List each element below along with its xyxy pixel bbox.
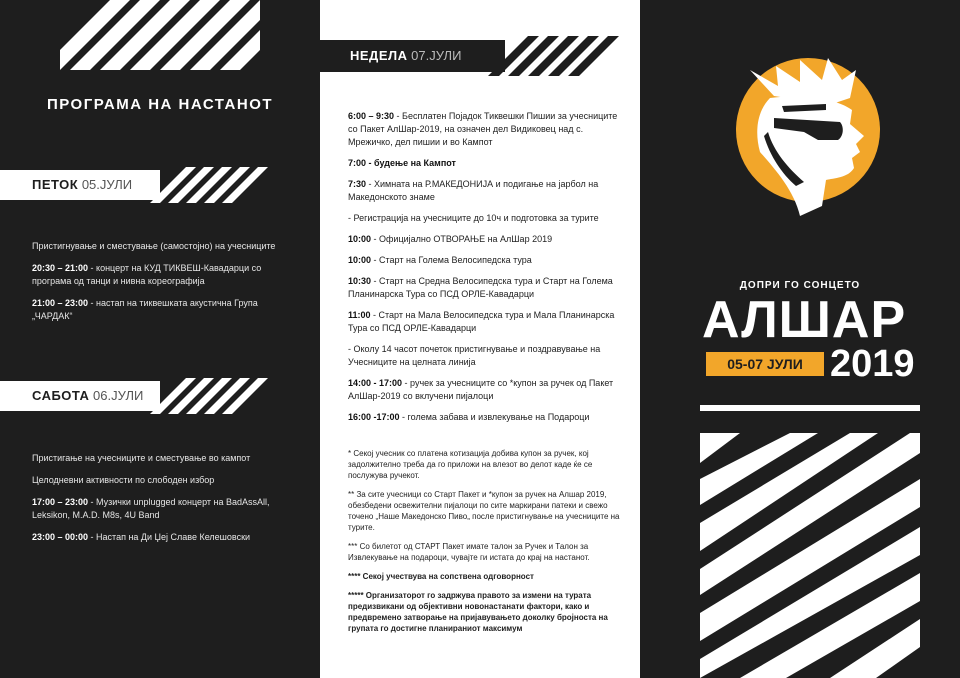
schedule-item: 10:30 - Старт на Средна Велосипедска тура и Старт на Голема Планинарска Тура со ПСД ОРЛЕ-Кавадарци	[348, 276, 613, 299]
saturday-header	[0, 381, 160, 411]
schedule-item: 17:00 – 23:00 - Музички unplugged концерт на BadAssAll, Leksikon, M.A.D. M8s, 4U Band	[32, 497, 270, 520]
event-year: 2019	[830, 343, 915, 385]
brand-name: АЛШАР	[702, 291, 907, 349]
footnotes	[348, 448, 620, 642]
diagonal-stripes-bottom-right	[700, 405, 920, 678]
saturday-day-name: САБОТА	[32, 388, 90, 403]
program-title: ПРОГРАМА НА НАСТАНОТ	[46, 96, 274, 113]
schedule-item: Целодневни активности по слободен избор	[32, 475, 215, 485]
right-panel	[640, 0, 960, 678]
footnote: **** Секој учествува на сопствена одговорност	[348, 572, 534, 581]
schedule-item: - Регистрација на учесниците до 10ч и подготовка за турите	[348, 213, 599, 223]
saturday-date: 06.ЈУЛИ	[93, 388, 144, 403]
schedule-item: 11:00 - Старт на Мала Велосипедска тура и Мала Планинарска Тура со ПСД ОРЛЕ-Кавадарци	[348, 310, 615, 333]
sunday-header	[320, 40, 505, 72]
sunday-schedule	[348, 110, 618, 432]
schedule-item: 14:00 - 17:00 - ручек за учесниците со *купон за ручек од Пакет АлШар-2019 со вклучени пијалоци	[348, 378, 614, 401]
footnote: ** За сите учесници со Старт Пакет и *купон за ручек на Алшар 2019, обезбедени освежителни пијалоци по сите маркирани патеки и свежо точено „Наше Македонско Пиво„ после пристигнување на учесниците на турите.	[348, 490, 620, 532]
sunday-date: 07.ЈУЛИ	[411, 48, 462, 63]
schedule-item: 20:30 – 21:00 - концерт на КУД ТИКВЕШ-Кавадарци со програма од танци и нивна кореографија	[32, 263, 262, 286]
friday-header	[0, 170, 160, 200]
sunday-stripes	[488, 36, 620, 76]
saturday-schedule	[32, 452, 282, 553]
sunday-day-name: НЕДЕЛА	[350, 48, 408, 63]
footnote: * Секој учесник со платена котизација добива купон за ручек, кој задолжително треба да го приложи на влезот во делот каде ќе се послужува ручекот.	[348, 449, 593, 480]
schedule-item: 6:00 – 9:30 - Бесплатен Појадок Тиквешки Пишии за учесниците со Пакет АлШар-2019, на означен дел Видиковец над с. Мрежичко, дел пишии и во Кампот	[348, 111, 618, 147]
middle-panel	[320, 0, 640, 678]
schedule-item: 21:00 – 23:00 - настап на тиквешката акустична Група „ЧАРДАК“	[32, 298, 258, 321]
schedule-item: Пристигнување и сместување (самостојно) на учесниците	[32, 241, 276, 251]
event-dates: 05-07 ЈУЛИ	[706, 352, 824, 376]
helmet-sun-logo-icon	[730, 40, 880, 230]
diagonal-stripes-top-left	[60, 0, 260, 70]
schedule-item: 10:00 - Официјално ОТВОРАЊЕ на АлШар 2019	[348, 234, 553, 244]
saturday-stripes	[150, 378, 280, 414]
tagline: ДОПРИ ГО СОНЦЕТО	[739, 280, 861, 291]
friday-schedule	[32, 240, 282, 332]
schedule-item: 10:00 - Старт на Голема Велосипедска тура	[348, 255, 532, 265]
schedule-item: 16:00 -17:00 - голема забава и извлекување на Подароци	[348, 412, 590, 422]
left-panel	[0, 0, 320, 678]
schedule-item: - Околу 14 часот почеток пристигнување и поздравување на Учесниците на целната линија	[348, 344, 601, 367]
friday-date: 05.ЈУЛИ	[81, 177, 133, 192]
schedule-item: 7:30 - Химната на Р.МАКЕДОНИЈА и подигање на јарбол на Македонското знаме	[348, 179, 599, 202]
friday-day-name: ПЕТОК	[32, 177, 79, 192]
schedule-item: 7:00 - будење на Кампот	[348, 158, 456, 168]
schedule-item: 23:00 – 00:00 - Настап на Ди Џеј Славе Келешовски	[32, 532, 251, 542]
footnote: ***** Организаторот го задржува правото за измени на турата предизвикани од објективни новонастанати фактори, како и предвремено затворање на пријавувањето доколку бројноста на групата го достигне планираниот максимум	[348, 591, 608, 633]
schedule-item: Пристигање на учесниците и сместување во кампот	[32, 453, 251, 463]
footnote: *** Со билетот од СТАРТ Пакет имате талон за Ручек и Талон за Извлекување на подароци, чувајте ги истата до крај на настанот.	[348, 542, 590, 562]
friday-stripes	[150, 167, 280, 203]
